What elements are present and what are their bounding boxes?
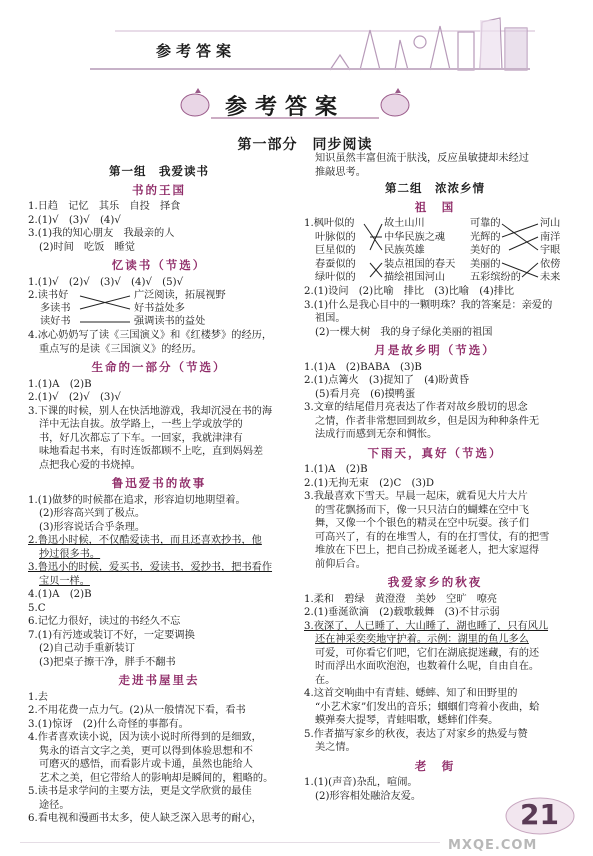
answer-line: “小艺术家”们发出的音乐；蝈蝈们弯着小夜曲，蛤	[315, 701, 540, 713]
answer-line: 宝贝一样。	[39, 575, 90, 587]
answer-line: 1.(1)做梦的时候都在追求，形容迫切地期望着。	[28, 494, 246, 506]
answer-line: 的雪花飘扬而下，像一只只洁白的蝴蝶在空中飞	[315, 504, 529, 516]
match-item: 五彩缤纷的	[470, 272, 521, 283]
watermark: MXQE.COM	[448, 838, 538, 853]
answer-line: 2.(1)设问 (2)比喻 排比 (3)比喻 (4)排比	[304, 286, 515, 297]
answer-line: 4.冰心奶奶写了读《三国演义》和《红楼梦》的经历，	[28, 330, 273, 341]
answer-line: 3.文章的结尾借月亮表达了作者对故乡殷切的思念	[304, 402, 528, 413]
part-title: 第一部分 同步阅读	[237, 137, 373, 153]
answer-line: 堆放在下巴上，把自己扮成圣诞老人，把大家逗得	[315, 545, 540, 556]
answer-line: 6.看电视和漫画书太多，使人缺乏深入思考的耐心，	[28, 813, 262, 824]
answer-line: 味地看起书来，有时连饭都顾不上吃，直到妈妈差	[39, 446, 264, 457]
match-right: 强调读书的益处	[134, 316, 206, 327]
answer-line: 舞，又像一个个银色的精灵在空中玩耍。孩子们	[315, 518, 529, 529]
match-item: 巨星似的	[315, 245, 356, 256]
answer-line: 重点写的是读《三国演义》的经历。	[39, 343, 202, 355]
answer-line: (2)时间 吃饭 睡觉	[39, 241, 135, 253]
match-item: 美丽的	[470, 258, 501, 270]
answer-line: 时而浮出水面吹泡泡，也数着什么呢，自由自在。	[315, 661, 540, 672]
answer-line: 1.(1)A (2)BABA (3)B	[304, 361, 422, 373]
answer-line: (2)一棵大树 我的身子绿化美丽的祖国	[315, 326, 493, 338]
answer-line: 之情，作者非常想回到故乡，但是因为种种条件无	[315, 415, 540, 427]
answer-line: 1.(1)A (2)B	[28, 378, 92, 390]
section-title: 忆读书（节选）	[111, 258, 207, 272]
section-title: 下雨天，真好（节选）	[367, 445, 503, 460]
section-title: 生命的一部分（节选）	[91, 360, 227, 374]
section-title: 鲁迅爱书的故事	[111, 476, 207, 490]
footer-rule	[20, 842, 440, 843]
answer-line: 2.(1)√ (3)√ (4)√	[28, 214, 121, 226]
match-item: 南洋	[540, 231, 561, 243]
page-number	[470, 788, 580, 838]
section-title: 月是故乡明（节选）	[374, 343, 496, 357]
match-item: 美好的	[470, 245, 501, 256]
answer-line: 1.去	[28, 691, 48, 703]
answer-line: 3.下课的时候，别人在快活地游戏，我却沉浸在书的海	[28, 405, 273, 417]
answer-line: 2.(1)√ (2)√ (3)√	[28, 392, 121, 403]
answer-line: 2.鲁迅小时候，不仅酷爱读书，而且还喜欢抄书，他	[28, 535, 262, 546]
answer-line: 2.(1)无拘无束 (2)C (3)D	[304, 477, 435, 489]
answer-line: 7.(1)有污迹或装订不好，一定要调换	[28, 629, 195, 641]
answer-line: 1.日趋 记忆 其乐 自投 择食	[28, 201, 181, 212]
match-item: 叶脉似的	[315, 231, 356, 243]
match-lines	[304, 217, 566, 285]
section-title: 书的王国	[132, 182, 186, 197]
match-left: 多读书	[40, 303, 71, 314]
answer-line: (2)自己动手重新装订	[39, 643, 135, 654]
answer-line: 5.C	[28, 602, 46, 614]
answer-line: 3.(1)惊讶 (2)什么奇怪的事都有。	[28, 718, 189, 730]
answer-line: 艺术之美，但它带给人的影响却是瞬间的，粗略的。	[39, 772, 274, 784]
answer-line: 可磨灭的感悟，而看影片或卡通，虽然也能给人	[39, 759, 253, 770]
answer-line: 在。	[315, 674, 336, 686]
match-left: 2.读书好	[28, 290, 69, 301]
answer-line: 知识虽然丰富但流于肤浅，反应虽敏捷却未经过	[315, 153, 529, 164]
answer-banner	[175, 88, 415, 122]
answer-line: 还在神采奕奕地守护着。示例：湖里的鱼儿多么	[315, 634, 529, 645]
match-right: 广泛阅读，拓展视野	[134, 290, 226, 301]
answer-line: 3.鲁迅小的时候，爱买书，爱读书，爱抄书，把书看作	[28, 562, 273, 573]
answer-line: 1.(1)A (2)B	[304, 464, 368, 475]
answer-line: 抄过很多书。	[39, 548, 101, 560]
answer-line: 1.柔和 碧绿 黄澄澄 美妙 空旷 嘹亮	[304, 593, 498, 605]
header-title: 参考答案	[156, 42, 237, 60]
match-item: 绿叶似的	[315, 272, 356, 283]
match-item: 装点祖国的春天	[384, 258, 456, 270]
match-item: 故土山川	[384, 218, 425, 229]
answer-line: 美之情。	[315, 742, 356, 753]
answer-line: 法成行而感到无奈和惆怅。	[315, 429, 438, 440]
match-item: 依傍	[540, 258, 561, 270]
match-item: 未来	[540, 272, 561, 283]
answer-line: 点把我心爱的书烧掉。	[39, 459, 141, 471]
matching-diagram	[28, 289, 290, 329]
banner-title: 参考答案	[225, 95, 346, 120]
answer-line: (3)把桌子擦干净，胖手不翻书	[39, 656, 176, 668]
answer-line: 途径。	[39, 799, 70, 811]
answer-line: 4.这首交响曲中有青蛙、蟋蟀、知了和田野里的	[304, 688, 518, 699]
group-title: 第一组 我爱读书	[109, 164, 209, 178]
match-item: 宇眼	[540, 245, 561, 256]
answer-line: 5.作者描写家乡的秋夜，表达了对家乡的热爱与赞	[304, 728, 528, 740]
section-title: 老 街	[414, 758, 456, 773]
answer-line: (2)形容高兴到了极点。	[39, 508, 146, 519]
answer-line: 可高兴了，有的在堆雪人，有的在打雪仗，有的把雪	[315, 531, 550, 543]
matching-diagram	[304, 217, 566, 285]
match-item: 光辉的	[470, 231, 501, 243]
match-lines	[76, 289, 136, 329]
section-title: 我爱家乡的秋夜	[387, 575, 483, 589]
answer-line: 推敲思考。	[315, 166, 366, 178]
answer-line: 1.(1)√ (2)√ (3)√ (4)√ (5)√	[28, 276, 184, 288]
answer-line: 洋中无法自拔。放学路上，一些上学或放学的	[39, 419, 243, 430]
answer-line: 隽永的语言文字之美，更可以得到体验思想和不	[39, 745, 253, 757]
match-item: 春蚕似的	[315, 258, 356, 270]
match-item: 河山	[540, 218, 561, 229]
answer-line: (2)形容相处融洽友爱。	[315, 790, 422, 802]
answer-line: 3.夜深了，人已睡了，大山睡了，湖也睡了，只有风儿	[304, 620, 549, 632]
answer-line: 3.(1)我的知心朋友 我最亲的人	[28, 228, 175, 239]
match-item: 中华民族之魂	[384, 231, 446, 243]
answer-line: (5)看月亮 (6)摸鸭蛋	[315, 388, 416, 400]
header-rule	[90, 68, 530, 70]
answer-line: 4.作者喜欢读小说，因为读小说时所得到的是细致，	[28, 732, 262, 743]
answer-line: 书，好几次都忘了下车。一回家，我就津津有	[39, 432, 243, 444]
answer-line: 前仰后合。	[315, 558, 366, 570]
answer-line: (3)形容说话合乎条理。	[39, 521, 146, 533]
answer-line: 3.(1)什么是我心目中的一颗明珠？我的答案是：亲爱的	[304, 299, 553, 311]
answer-line: 3.我最喜欢下雪天。早晨一起床，就看见大片大片	[304, 491, 528, 502]
answer-line: 5.读书是求学问的主要方法，更是文学欣赏的最佳	[28, 786, 252, 797]
section-title: 走进书屋里去	[118, 673, 200, 687]
page-header	[0, 0, 593, 80]
answer-line: 6.记忆力很好，读过的书经久不忘	[28, 616, 181, 627]
section-title: 祖 国	[414, 199, 456, 214]
answer-line: 4.(1)A (2)B	[28, 589, 92, 600]
answer-line: 2.不用花费一点力气。(2)从一般情况下看，看书	[28, 705, 246, 716]
match-item: 民族英雄	[384, 245, 425, 256]
match-item: 描绘祖国河山	[384, 272, 446, 283]
right-column	[304, 152, 566, 803]
page-number-text: 21	[520, 798, 559, 831]
answer-line: 可爱，可你看它们吧，它们在湖底捉迷藏，有的还	[315, 647, 540, 659]
match-left: 读好书	[40, 316, 71, 327]
match-right: 好书益处多	[134, 303, 185, 314]
answer-line: 2.(1)垂涎欲滴 (2)载歌载舞 (3)不甘示弱	[304, 607, 500, 618]
group-title: 第二组 浓浓乡情	[385, 181, 485, 195]
answer-line: 2.(1)点篝火 (3)捉知了 (4)盼黄昏	[304, 375, 470, 386]
match-item: 可靠的	[470, 218, 501, 229]
answer-line: 蟆弹奏大提琴，青蛙唱歌，蟋蟀们伴奏。	[315, 715, 499, 726]
answer-line: 1.(1)(声音)杂乱，喧闹。	[304, 777, 418, 788]
answer-line: 祖国。	[315, 313, 346, 324]
match-item: 1.枫叶似的	[304, 218, 355, 229]
left-column	[28, 162, 290, 826]
